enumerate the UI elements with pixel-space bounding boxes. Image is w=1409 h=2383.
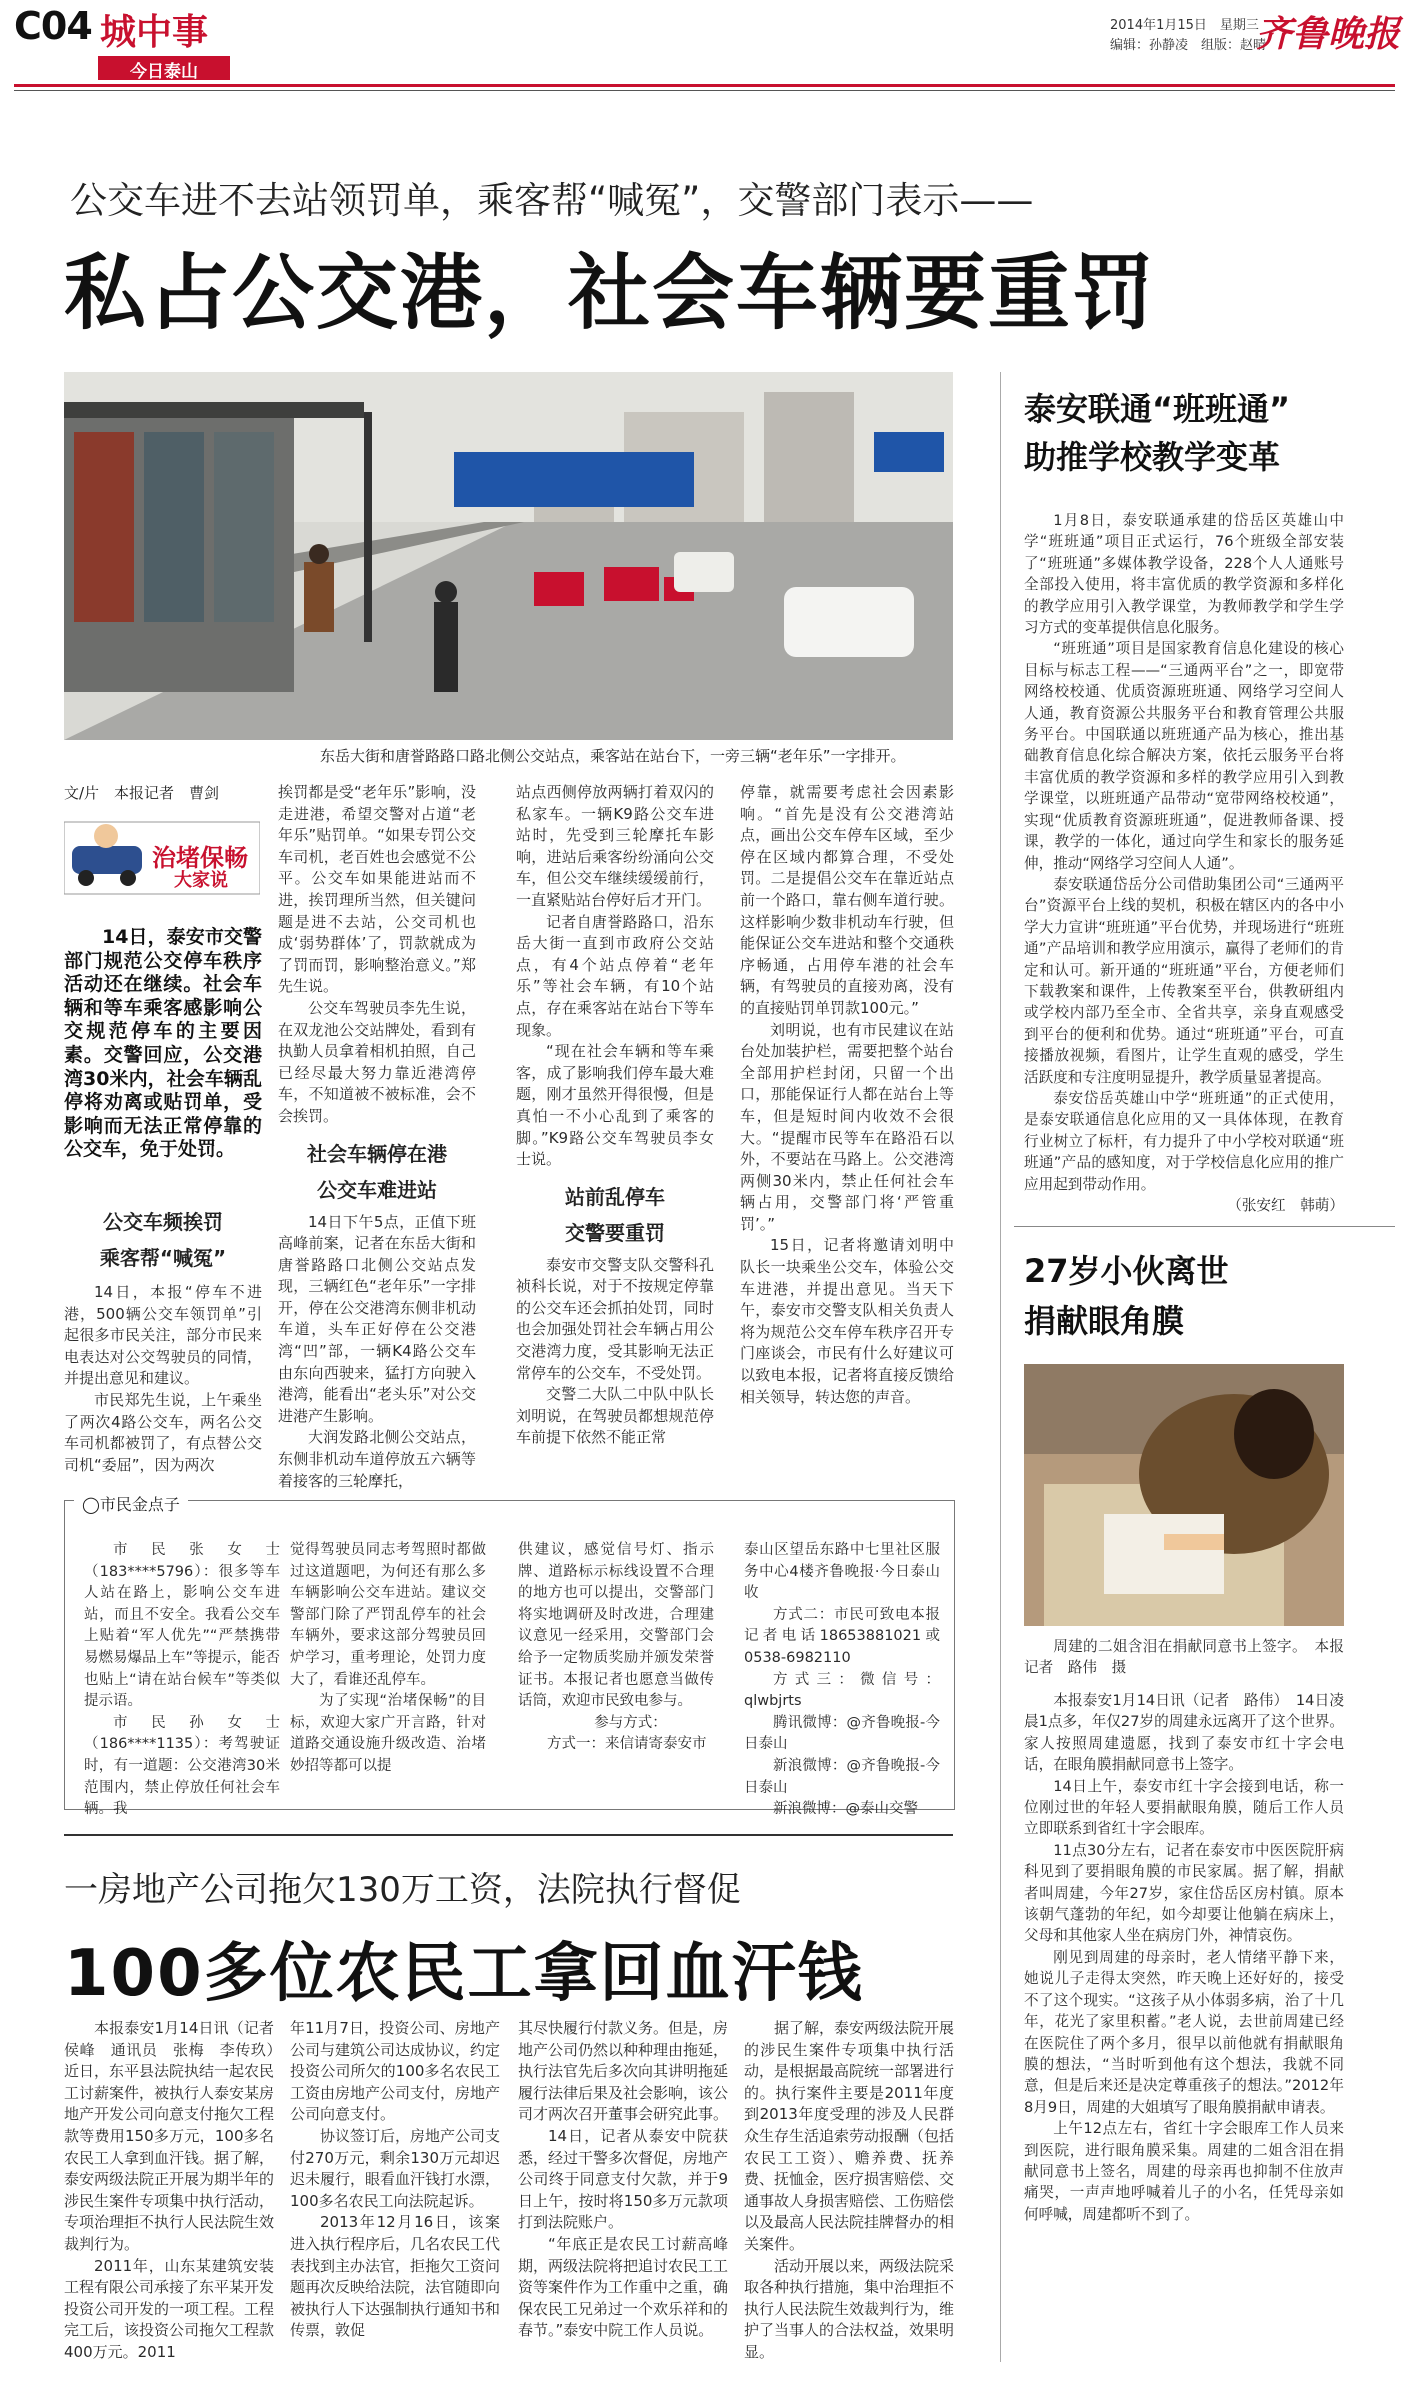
story3-headline-1: 泰安联通“班班通” <box>1024 390 1291 428</box>
story2-para: 本报泰安1月14日讯（记者 侯峰 通讯员 张梅 李传玖） 近日，东平县法院执结一起农民工讨薪案件，被执行人泰安某房地产开发公司向意支付拖欠工程款等费用150多万元，100多名农民工人拿到血汗钱。据了解，泰安两级法院正开展为期半年的涉民生案件专项集中执行活动，专项治理拒不执行人民法院生效裁判行为。 <box>64 2019 290 2253</box>
lead-col3-para: 泰安市交警支队交警科孔祯科长说，对于不按规定停靠的公交车还会抓拍处罚，同时也会加强处罚社会车辆占用公交港湾力度，受其影响无法正常停车的公交车，不受处罚。 <box>516 1255 714 1382</box>
story4-headline-1: 27岁小伙离世 <box>1024 1252 1229 1290</box>
column-badge <box>64 812 260 904</box>
feedback-para: 觉得驾驶员同志考驾照时都做过这道题吧，为何还有那么多车辆影响公交车进站。建议交警部门除了严罚乱停车的社会车辆外，要求这部分驾驶员回炉学习，重考理论，处罚力度大了，看谁还乱停车。 <box>290 1542 486 1688</box>
lead-sub3-line1: 站前乱停车 <box>565 1184 665 1209</box>
story2-col2 <box>290 2018 500 2342</box>
feedback-para: 方式一：来信请寄泰安市 <box>547 1736 707 1753</box>
subsection-name: 今日泰山 <box>130 62 198 82</box>
lead-col3-para: 站点西侧停放两辆打着双闪的私家车。一辆K9路公交车进站时，先受到三轮摩托车影响，进站后乘客纷纷涌向公交车，但公交车继续缓缓前行，一直紧贴站台停好后才开门。 <box>516 783 714 909</box>
lead-intro: 14日，泰安市交警部门规范公交停车秩序活动还在继续。社会车辆和等车乘客感影响公交规范停车的主要因素。交警回应，公交港湾30米内，社会车辆乱停将劝离或贴罚单，受影响而无法正常停靠的公交车，免于处罚。 <box>64 926 262 1161</box>
feedback-para: 市民张女士（183****5796）：很多等车人站在路上，影响公交车进站，而且不安全。我看公交车上贴着“军人优先”“严禁携带易燃易爆品上车”等提示，能否也贴上“请在站台候车”等类似提示语。 <box>84 1542 281 1710</box>
bullet-icon: ◯ <box>82 1495 100 1514</box>
lead-col2-para: 14日下午5点，正值下班高峰前案，记者在东岳大街和唐誉路路口北侧公交站点发现，三辆红色“老年乐”一字排开，停在公交港湾东侧非机动车道，头车正好停在公交港湾“凹”部，一辆K4路公交车由东向西驶来，猛打方向驶入港湾，能看出“老头乐”对公交进港产生影响。 <box>278 1212 476 1425</box>
story4-headline-2: 捐献眼角膜 <box>1024 1302 1185 1340</box>
masthead-rule <box>14 84 1395 87</box>
editor-line: 编辑：孙静凌 组版：赵晴 <box>1110 38 1267 53</box>
story2-para: 其尽快履行付款义务。但是，房地产公司仍然以种种理由拖延，执行法官先后多次向其讲明拖延履行法律后果及社会影响，该公司才两次召开董事会研究此事。 <box>518 2019 729 2124</box>
feedback-para: 方式二：市民可致电本报记者电话18653881021或0538-6982110 <box>744 1606 940 1666</box>
story4-para: 14日上午，泰安市红十字会接到电话，称一位刚过世的年轻人要捐献眼角膜，随后工作人员立即联系到省红十字会眼库。 <box>1024 1777 1344 1838</box>
story2-col3 <box>518 2018 728 2342</box>
feedback-para: 方式三：微信号：qlwbjrts <box>744 1671 940 1710</box>
feedback-label <box>74 1492 188 1515</box>
lead-col3-para: “现在社会车辆和等车乘客，成了影响我们停车最大难题，刚才虽然开得很慢，但是真怕一不小心乱到了乘客的脚。”K9路公交车驾驶员李女士说。 <box>516 1042 714 1169</box>
feedback-para: 供建议，感觉信号灯、指示牌、道路标示标线设置不合理的地方也可以提出，交警部门将实地调研及时改进，合理建议意见一经采用，交警部门会给予一定物质奖励并颁发荣誉证书。本报记者也愿意当做传话筒，欢迎市民致电参与。 <box>518 1542 714 1710</box>
lead-photo <box>64 372 953 740</box>
feedback-col3 <box>518 1540 714 1756</box>
feedback-label-text: 市民金点子 <box>99 1495 180 1514</box>
feedback-col2 <box>290 1540 486 1778</box>
lead-col3-para: 记者自唐誉路路口，沿东岳大街一直到市政府公交站点，有4个站点停着“老年乐”等社会车辆，有10个站点，存在乘客站在站台下等车现象。 <box>516 912 714 1039</box>
logo: 齐鲁晚报 <box>1256 13 1401 55</box>
lead-col2-para: 挨罚都是受“老年乐”影响，没走进港，希望交警对占道“老年乐”贴罚单。“如果专罚公交车司机，老百姓也会感觉不公平。公交车如果能进站而不进，挨罚理所当然，但关键问题是进不去站，公交司机也成‘弱势群体’了，罚款就成为了罚而罚，影响整治意义。”郑先生说。 <box>278 783 476 996</box>
lead-col4 <box>740 782 954 1408</box>
lead-sub3-line2: 交警要重罚 <box>565 1220 665 1245</box>
story4-body <box>1024 1690 1344 2225</box>
story2-para: 2011年，山东某建筑安装工程有限公司承接了东平某开发投资公司开发的一项工程。工程完工后，该投资公司拖欠工程款400万元。2011 <box>64 2256 275 2361</box>
lead-col3 <box>516 782 714 1449</box>
story3-body <box>1024 510 1344 1216</box>
story2-para: 年11月7日，投资公司、房地产公司与建筑公司达成协议，约定投资公司所欠的100多名农民工工资由房地产公司支付，房地产公司向意支付。 <box>290 2019 501 2124</box>
story2-kicker: 一房地产公司拖欠130万工资，法院执行督促 <box>64 1870 741 1910</box>
lead-sub2-line2: 公交车难进站 <box>317 1177 437 1202</box>
feedback-col4 <box>744 1540 940 1821</box>
lead-col4-para: 15日，记者将邀请刘明中队长一块乘坐公交车，体验公交车进港，并提出意见。当天下午，泰安市交警支队相关负责人将为规范公交车停车秩序召开专门座谈会，市民有什么好建议可以致电本报，记者将直接反馈给相关领导，转达您的声音。 <box>740 1236 954 1406</box>
story3-headline-2: 助推学校教学变革 <box>1024 438 1281 476</box>
lead-headline: 私占公交港，社会车辆要重罚 <box>64 246 1157 341</box>
story2-para: “年底正是农民工讨薪高峰期，两级法院将把追讨农民工工资等案件作为工作重中之重，确保农民工兄弟过一个欢乐祥和的春节。”泰安中院工作人员说。 <box>518 2234 729 2340</box>
story4-photo <box>1024 1364 1344 1626</box>
page-code: C04 <box>14 4 92 48</box>
story3-para: 泰安联通岱岳分公司借助集团公司“三通两平台”资源平台上线的契机，积极在辖区内的各中小学大力宣讲“班班通”平台优势，并现场进行“班班通”产品培训和教学应用演示，赢得了老师们的肯定和认可。新开通的“班班通”平台，方便老师们下载教案和课件，上传教案至平台，供教研组内或学校内部乃至全市、全省共享，亲身直观感受到平台的便利和优势。通过“班班通”平台，可直接播放视频，看图片，让学生直观的感受，学生活跃度和专注度明显提升，教学质量显著提高。 <box>1024 875 1344 1086</box>
lead-sub1-line2: 乘客帮“喊冤” <box>99 1246 227 1270</box>
feedback-para: 为了实现“治堵保畅”的目标，欢迎大家广开言路，针对道路交通设施升级改造、治堵妙招等都可以提 <box>290 1693 486 1774</box>
lead-col1 <box>64 1282 262 1476</box>
masthead-rule-thin <box>14 90 1395 91</box>
story3-para: “班班通”项目是国家教育信息化建设的核心目标与标志工程——“三通两平台”之一，即宽带网络校校通、优质资源班班通、网络学习空间人人通，教育资源公共服务平台和教育管理公共服务平台。中国联通以班班通产品为核心，推出基础教育信息化综合解决方案，依托云服务平台将丰富优质的教学资源和多样的教学应用引入到教学课堂，以班班通产品带动“宽带网络校校通”，实现“优质教育资源班班通”，促进教师备课、授课，教学的一体化，通过向学生和家长的服务延伸，推动“网络学习空间人人通”。 <box>1024 640 1344 872</box>
lead-col1-para: 市民郑先生说，上午乘坐了两次4路公交车，两名公交车司机都被罚了，有点替公交司机“委屈”，因为两次 <box>64 1390 262 1474</box>
date-line: 2014年1月15日 星期三 <box>1110 18 1259 33</box>
story3-credit: （张安红 韩萌） <box>1227 1197 1344 1214</box>
story4-divider <box>1014 1226 1395 1227</box>
lead-sub1-line1: 公交车频挨罚 <box>103 1210 223 1234</box>
story2-divider <box>64 1834 953 1836</box>
feedback-para: 市民孙女士（186****1135）：考驾驶证时，有一道题：公交港湾30米范围内，禁止停放任何社会车辆。我 <box>84 1714 280 1818</box>
story2-col4 <box>744 2018 954 2364</box>
lead-col2-para: 公交车驾驶员李先生说，在双龙池公交站牌处，看到有执勤人员拿着相机拍照，自己已经尽最大努力靠近港湾停车，不知道被不被标准，会不会挨罚。 <box>278 998 476 1125</box>
signing-photo-illustration <box>1024 1364 1344 1626</box>
story2-para: 2013年12月16日，该案进入执行程序后，几名农民工代表找到主办法官，拒拖欠工资问题再次反映给法院，法官随即向被执行人下达强制执行通知书和传票，敦促 <box>290 2213 501 2340</box>
story3-para: 1月8日，泰安联通承建的岱岳区英雄山中学“班班通”项目正式运行，76个班级全部安装了“班班通”多媒体教学设备，228个人人通账号全部投入使用，将丰富优质的教学资源和多样化的教学应用引入教学课堂，为教师教学和学生学习方式的变革提供信息化服务。 <box>1024 512 1344 637</box>
feedback-para: 腾讯微博：@齐鲁晚报-今日泰山 <box>744 1714 940 1753</box>
story4-para: 11点30分左右，记者在泰安市中医医院肝病科见到了要捐眼角膜的市民家属。据了解，捐献者叫周建，今年27岁，家住岱岳区房村镇。原本该朝气蓬勃的年纪，如今却要让他躺在病床上，父母和其他家人坐在病房门外，神情哀伤。 <box>1024 1841 1344 1945</box>
feedback-para: 泰山区望岳东路中七里社区服务中心4楼齐鲁晚报·今日泰山收 <box>744 1542 940 1602</box>
story2-para: 14日，记者从泰安中院获悉，经过干警多次督促，房地产公司终于同意支付欠款，并于9日上午，按时将150多万元款项打到法院账户。 <box>518 2126 729 2232</box>
feedback-para: 参与方式： <box>594 1714 667 1731</box>
lead-col4-para: 停靠，就需要考虑社会因素影响。“首先是没有公交港湾站点，画出公交车停车区域，至少停在区域内都算合理，不受处罚。二是提倡公交车在靠近站点前一个路口，靠右侧车道行驶。这样影响少数非机动车行驶，但能保证公交车进站和整个交通秩序畅通，占用停车港的社会车辆，有驾驶员的直接劝离，没有的直接贴罚单罚款100元。” <box>740 783 954 1017</box>
story2-para: 活动开展以来，两级法院采取各种执行措施，集中治理拒不执行人民法院生效裁判行为，维护了当事人的合法权益，效果明显。 <box>744 2256 955 2361</box>
story2-headline: 100多位农民工拿回血汗钱 <box>64 1937 864 2011</box>
lead-col1-para: 14日，本报“停车不进港，500辆公交车领罚单”引起很多市民关注，部分市民来电表达对公交驾驶员的同情，并提出意见和建议。 <box>64 1283 262 1388</box>
bus-stop-illustration <box>64 372 953 740</box>
section-name: 城中事 <box>100 12 209 53</box>
column-badge-sub: 大家说 <box>174 870 228 891</box>
story4-para: 上午12点左右，省红十字会眼库工作人员来到医院，进行眼角膜采集。周建的二姐含泪在捐献同意书上签名，周建的母亲再也抑制不住放声痛哭，一声声地呼喊着儿子的小名，任凭母亲如何呼喊，周建都听不到了。 <box>1024 2120 1344 2223</box>
lead-col3-para: 交警二大队二中队中队长刘明说，在驾驶员都想规范停车前提下依然不能正常 <box>516 1385 714 1447</box>
lead-byline: 文/片 本报记者 曹剑 <box>64 784 220 802</box>
story3-para: 泰安岱岳英雄山中学“班班通”的正式使用，是泰安联通信息化应用的又一具体体现，在教育行业树立了标杆，有力提升了中小学校对联通“班班通”产品的感知度，对于学校信息化应用的推广应用起到带动作用。 <box>1024 1089 1344 1193</box>
story4-para: 本报泰安1月14日讯（记者 路伟） 14日凌晨1点多，年仅27岁的周建永远离开了这个世界。家人按照周建遗愿，找到了泰安市红十字会电话，在眼角膜捐献同意书上签字。 <box>1024 1692 1344 1774</box>
feedback-para: 新浪微博：@齐鲁晚报-今日泰山 <box>744 1757 940 1796</box>
lead-col2-para: 大润发路北侧公交站点，东侧非机动车道停放五六辆等着接客的三轮摩托， <box>278 1428 476 1490</box>
right-column-separator <box>1000 372 1001 2362</box>
story4-caption-text: 周建的二姐含泪在捐献同意书上签字。 本报记者 路伟 摄 <box>1024 1638 1344 1677</box>
lead-photo-caption: 东岳大街和唐誉路路口路北侧公交站点，乘客站在站台下，一旁三辆“老年乐”一字排开。 <box>320 747 906 765</box>
story4-photo-caption <box>1024 1636 1344 1679</box>
lead-col2 <box>278 782 476 1492</box>
story4-para: 刚见到周建的母亲时，老人情绪平静下来，她说儿子走得太突然，昨天晚上还好好的，接受不了这个现实。“这孩子从小体弱多病，治了十几年，花光了家里积蓄。”老人说，去世前周建已经在医院住了两个多月，很早以前他就有捐献眼角膜的想法，“当时听到他有这个想法，我就不同意，但是后来还是决定尊重孩子的想法。”2012年8月9日，周建的大姐填写了眼角膜捐献申请表。 <box>1024 1948 1344 2116</box>
story2-col1 <box>64 2018 290 2364</box>
feedback-col1 <box>84 1540 280 1821</box>
lead-col4-para: 刘明说，也有市民建议在站台处加装护栏，需要把整个站台全部用护栏封闭，只留一个出口，那能保证行人都在站台上等车，但是短时间内收效不会很大。“提醒市民等车在路沿石以外，不要站在马路上。公交港湾两侧30米内，禁止任何社会车辆占用，交警部门将‘严管重罚’。” <box>740 1020 954 1233</box>
story2-para: 据了解，泰安两级法院开展的涉民生案件专项集中执行活动，是根据最高院统一部署进行的。执行案件主要是2011年度到2013年度受理的涉及人民群众生存生活追索劳动报酬（包括农民工工资）、赡养费、抚养费、抚恤金，医疗损害赔偿、交通事故人身损害赔偿、工伤赔偿以及最高人民法院挂牌督办的相关案件。 <box>744 2019 955 2253</box>
story2-para: 协议签订后，房地产公司支付270万元，剩余130万元却迟迟未履行，眼看血汗钱打水漂，100多名农民工向法院起诉。 <box>290 2126 501 2210</box>
column-badge-title: 治堵保畅 <box>152 844 248 872</box>
lead-sub2-line1: 社会车辆停在港 <box>307 1141 447 1166</box>
lead-kicker: 公交车进不去站领罚单，乘客帮“喊冤”，交警部门表示—— <box>70 179 1034 222</box>
feedback-para: 新浪微博：@泰山交警 <box>773 1801 918 1818</box>
